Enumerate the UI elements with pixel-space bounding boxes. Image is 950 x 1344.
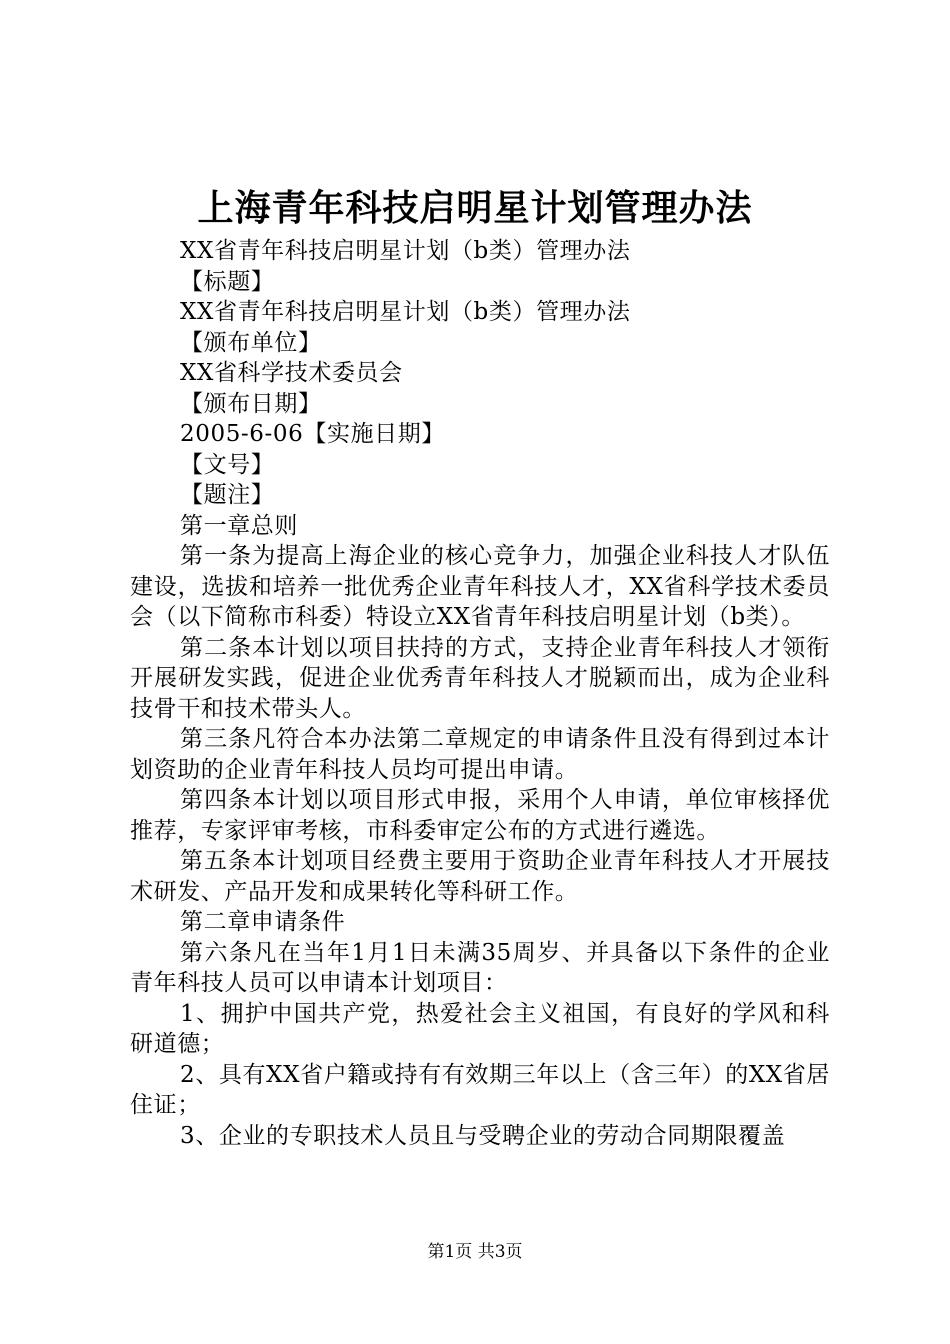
header-line-doc-name: XX省青年科技启明星计划（b类）管理办法 [180,238,631,264]
condition-item-2: 2、具有XX省户籍或持有有效期三年以上（含三年）的XX省居住证； [130,1061,830,1118]
document-body [130,236,830,1151]
chapter-heading-1: 第一章总则 [180,512,298,539]
header-line-date-label: 【颁布日期】 [180,390,322,417]
article-paragraph-5: 第五条本计划项目经费主要用于资助企业青年科技人才开展技术研发、产品开发和成果转化等科研工作。 [130,848,830,905]
document-title: 上海青年科技启明星计划管理办法 [197,187,753,229]
article-paragraph-2: 第二条本计划以项目扶持的方式，支持企业青年科技人才领衔开展研发实践，促进企业优秀青年科技人才脱颖而出，成为企业科技骨干和技术带头人。 [130,634,830,722]
article-paragraph-1: 第一条为提高上海企业的核心竞争力，加强企业科技人才队伍建设，选拔和培养一批优秀企业青年科技人才，XX省科学技术委员会（以下简称市科委）特设立XX省青年科技启明星计划（b类）。 [130,543,830,630]
header-line-title-label: 【标题】 [180,268,275,295]
header-line-note-label: 【题注】 [180,482,275,508]
header-line-title-value: XX省青年科技启明星计划（b类）管理办法 [180,299,631,325]
header-line-date-value: 2005-6-06【实施日期】 [180,421,445,447]
condition-item-3: 3、企业的专职技术人员且与受聘企业的劳动合同期限覆盖 [180,1122,786,1149]
chapter-heading-2: 第二章申请条件 [180,909,346,935]
header-line-issuer-label: 【颁布单位】 [180,329,322,356]
header-line-issuer-value: XX省科学技术委员会 [180,360,403,386]
article-paragraph-6: 第六条凡在当年1月1日未满35周岁、并具备以下条件的企业青年科技人员可以申请本计划项目： [130,939,830,996]
article-paragraph-4: 第四条本计划以项目形式申报，采用个人申请，单位审核择优推荐，专家评审考核，市科委审定公布的方式进行遴选。 [130,787,830,844]
article-paragraph-3: 第三条凡符合本办法第二章规定的申请条件且没有得到过本计划资助的企业青年科技人员均可提出申请。 [130,726,830,783]
header-line-docno-label: 【文号】 [180,451,275,478]
page-footer: 第1页 共3页 [427,1242,523,1262]
condition-item-1: 1、拥护中国共产党，热爱社会主义祖国，有良好的学风和科研道德； [130,1000,830,1057]
